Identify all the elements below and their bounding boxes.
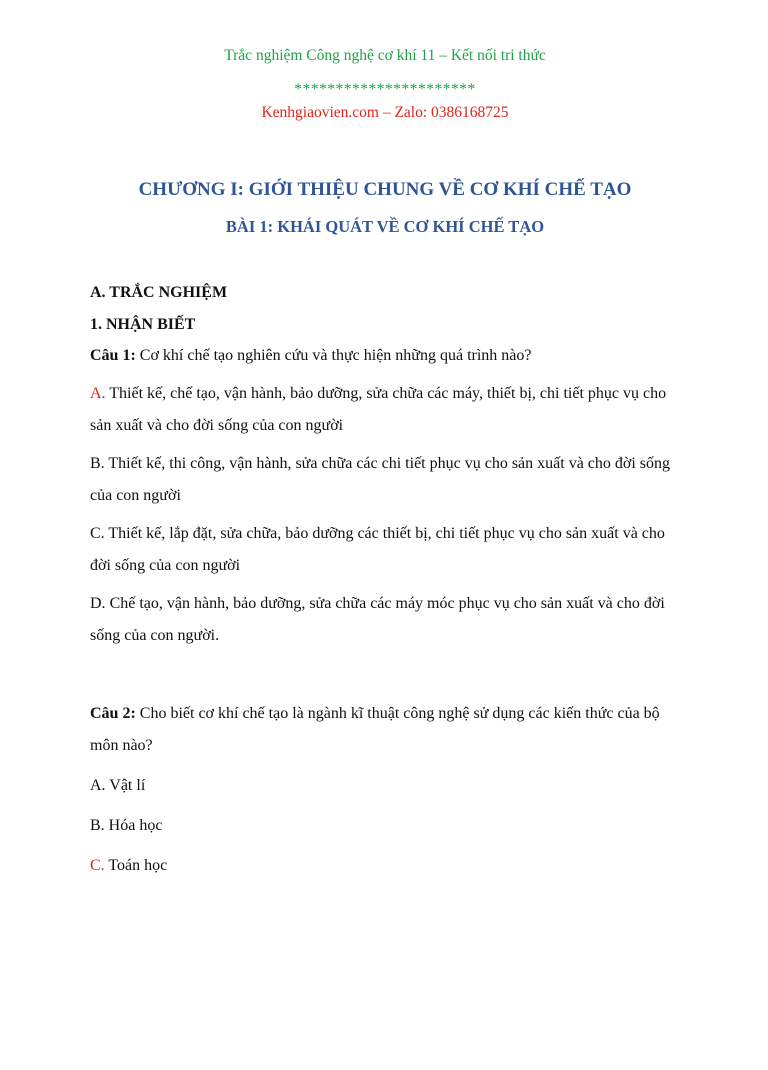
- option-text: Toán học: [104, 857, 168, 874]
- header-title: Trắc nghiệm Công nghệ cơ khí 11 – Kết nối tri thức: [224, 47, 546, 64]
- question-2-option-b: [90, 810, 680, 842]
- question-2: [90, 698, 680, 762]
- option-text: Thiết kế, lắp đặt, sửa chữa, bảo dưỡng các thiết bị, chi tiết phục vụ cho sản xuất và cho đời sống của con người: [90, 525, 665, 574]
- option-text: Thiết kế, chế tạo, vận hành, bảo dưỡng, sửa chữa các máy, thiết bị, chi tiết phục vụ cho sản xuất và cho đời sống của con người: [90, 385, 667, 434]
- question-1-option-d: [90, 588, 680, 652]
- chapter-title: CHƯƠNG I: GIỚI THIỆU CHUNG VỀ CƠ KHÍ CHẾ TẠO: [138, 179, 632, 200]
- lesson-title: BÀI 1: KHÁI QUÁT VỀ CƠ KHÍ CHẾ TẠO: [225, 217, 545, 236]
- option-letter: A.: [90, 777, 106, 794]
- question-1-text: Cơ khí chế tạo nghiên cứu và thực hiện những quá trình nào?: [135, 347, 532, 364]
- question-1-label: Câu 1:: [90, 347, 136, 364]
- section-heading-recognition: 1. NHẬN BIẾT: [90, 316, 196, 333]
- option-text: Chế tạo, vận hành, bảo dưỡng, sửa chữa các máy móc phục vụ cho sản xuất và cho đời sống của con người.: [90, 595, 665, 644]
- option-text: Hóa học: [104, 817, 163, 834]
- question-1-option-c: [90, 518, 680, 582]
- question-1-option-a: [90, 378, 680, 442]
- option-letter: D.: [90, 595, 106, 612]
- option-letter: A.: [90, 385, 106, 402]
- question-2-option-a: [90, 770, 680, 802]
- option-letter: C.: [90, 525, 105, 542]
- option-letter: C.: [90, 857, 105, 874]
- question-1-option-b: [90, 448, 680, 512]
- document-page: [0, 46, 768, 1070]
- question-2-text: Cho biết cơ khí chế tạo là ngành kĩ thuật công nghệ sử dụng các kiến thức của bộ môn nào?: [90, 705, 660, 754]
- header-stars: **********************: [294, 81, 476, 98]
- option-letter: B.: [90, 455, 105, 472]
- question-2-label: Câu 2:: [90, 705, 136, 722]
- section-heading-multiple-choice: A. TRẮC NGHIỆM: [90, 284, 228, 301]
- option-letter: B.: [90, 817, 105, 834]
- option-text: Vật lí: [105, 777, 146, 794]
- question-1: [90, 340, 680, 372]
- header-contact: Kenhgiaovien.com – Zalo: 0386168725: [261, 104, 509, 121]
- question-2-option-c: [90, 850, 680, 882]
- option-text: Thiết kế, thi công, vận hành, sửa chữa các chi tiết phục vụ cho sản xuất và cho đời sống của con người: [90, 455, 671, 504]
